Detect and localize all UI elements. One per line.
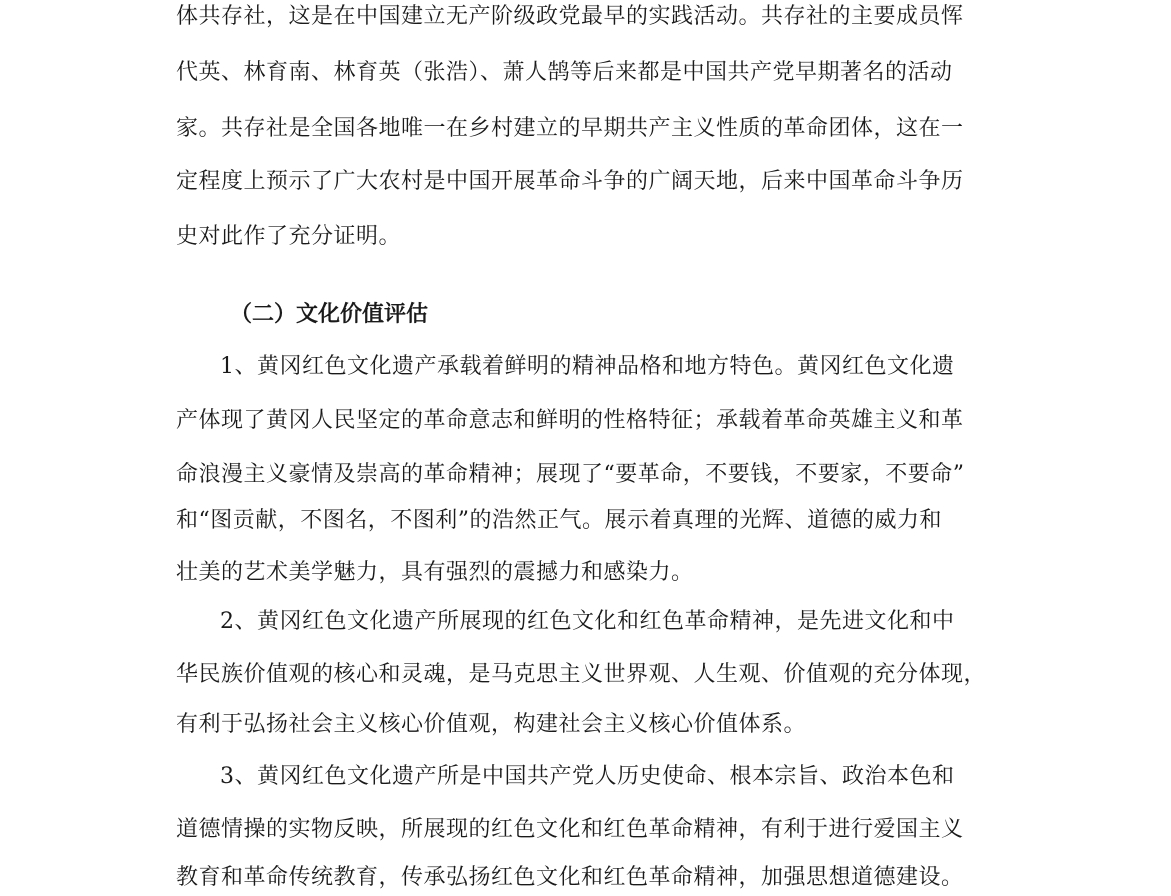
paragraph-line: 产体现了黄冈人民坚定的革命意志和鲜明的性格特征；承载着革命英雄主义和革 bbox=[176, 408, 964, 433]
paragraph-line: 教育和革命传统教育，传承弘扬红色文化和红色革命精神，加强思想道德建设。 bbox=[176, 865, 964, 890]
paragraph-line: 代英、林育南、林育英（张浩）、萧人鹄等后来都是中国共产党早期著名的活动 bbox=[176, 60, 953, 85]
section-heading: （二）文化价值评估 bbox=[230, 302, 429, 327]
paragraph-line: 史对此作了充分证明。 bbox=[176, 224, 402, 249]
paragraph-line: 体共存社，这是在中国建立无产阶级政党最早的实践活动。共存社的主要成员恽 bbox=[176, 4, 964, 29]
paragraph-line: 定程度上预示了广大农村是中国开展革命斗争的广阔天地，后来中国革命斗争历 bbox=[176, 169, 964, 194]
paragraph-line: 和“图贡献，不图名，不图利”的浩然正气。展示着真理的光辉、道德的威力和 bbox=[176, 508, 942, 533]
paragraph-line: 家。共存社是全国各地唯一在乡村建立的早期共产主义性质的革命团体，这在一 bbox=[176, 116, 964, 141]
paragraph-line: 3、黄冈红色文化遗产所是中国共产党人历史使命、根本宗旨、政治本色和 bbox=[220, 764, 955, 789]
paragraph-line: 1、黄冈红色文化遗产承载着鲜明的精神品格和地方特色。黄冈红色文化遗 bbox=[220, 354, 955, 379]
paragraph-line: 华民族价值观的核心和灵魂，是马克思主义世界观、人生观、价值观的充分体现， bbox=[176, 662, 987, 687]
paragraph-line: 命浪漫主义豪情及崇高的革命精神；展现了“要革命，不要钱，不要家，不要命” bbox=[176, 462, 965, 487]
paragraph-line: 2、黄冈红色文化遗产所展现的红色文化和红色革命精神，是先进文化和中 bbox=[220, 609, 955, 634]
paragraph-line: 有利于弘扬社会主义核心价值观，构建社会主义核心价值体系。 bbox=[176, 712, 807, 737]
paragraph-line: 壮美的艺术美学魅力，具有强烈的震撼力和感染力。 bbox=[176, 560, 694, 585]
paragraph-line: 道德情操的实物反映，所展现的红色文化和红色革命精神，有利于进行爱国主义 bbox=[176, 817, 964, 842]
